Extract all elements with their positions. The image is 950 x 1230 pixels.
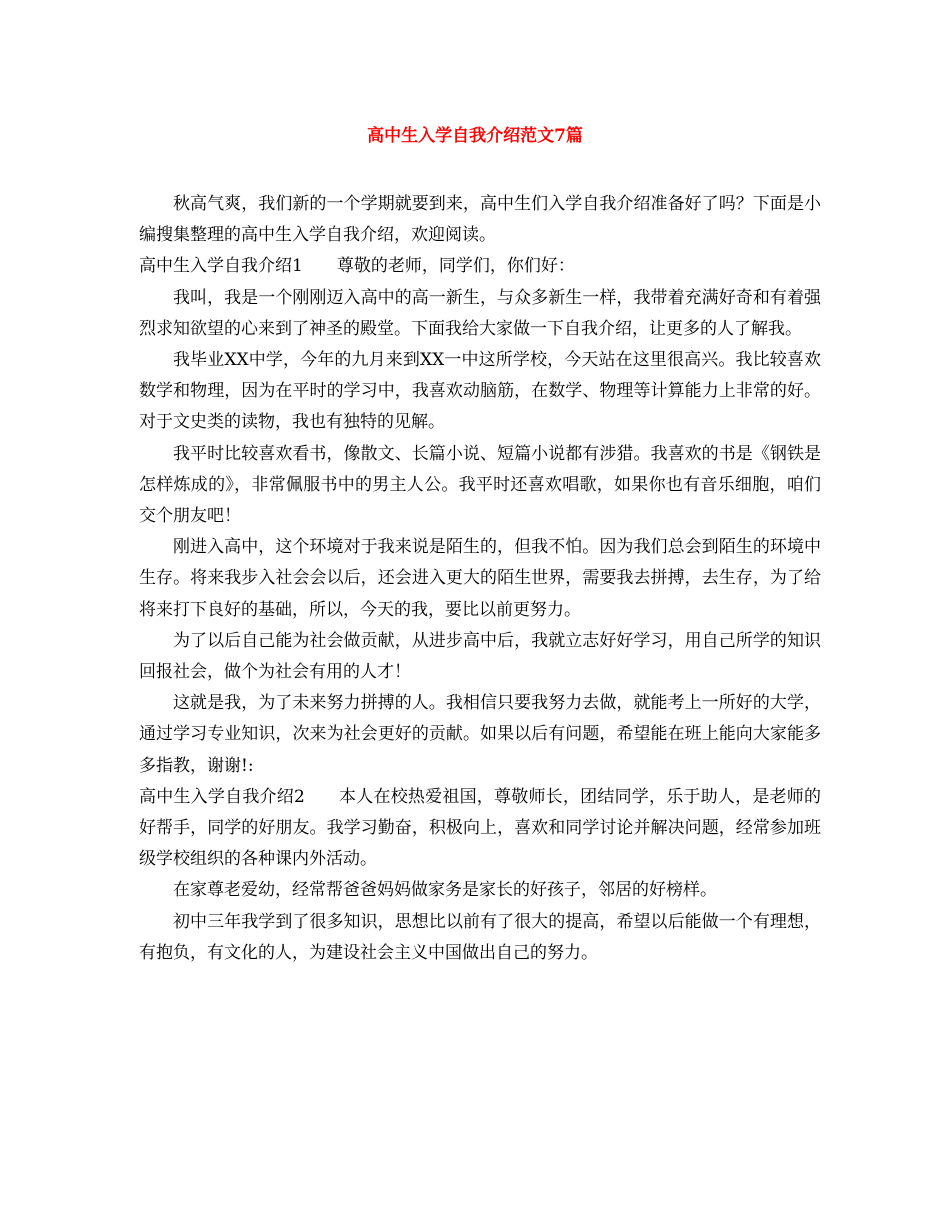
section-2-paragraph: 在家尊老爱幼，经常帮爸爸妈妈做家务是家长的好孩子，邻居的好榜样。 [173, 880, 717, 901]
section-1-greeting: 尊敬的老师，同学们，你们好： [336, 256, 575, 277]
section-2-paragraph: 初中三年我学到了很多知识，思想比以前有了很大的提高，希望以后能做一个有理想，有抱负，有文化的人，为建设社会主义中国做出自己的努力。 [139, 911, 821, 963]
section-1-paragraph: 这就是我，为了未来努力拼搏的人。我相信只要我努力去做，就能考上一所好的大学，通过学习专业知识，次来为社会更好的贡献。如果以后有问题，希望能在班上能向大家能多多指教，谢谢!: [139, 693, 821, 776]
section-2-first: 本人在校热爱祖国，尊敬师长，团结同学，乐于助人，是老师的好帮手，同学的好朋友。我学习勤奋，积极向上，喜欢和同学讨论并解决问题，经常参加班级学校组织的各种课内外活动。 [139, 786, 821, 870]
document-title: 高中生入学自我介绍范文7篇 [367, 126, 583, 146]
section-1-paragraph: 我叫，我是一个刚刚迈入高中的高一新生，与众多新生一样，我带着充满好奇和有着强烈求知欲望的心来到了神圣的殿堂。下面我给大家做一下自我介绍，让更多的人了解我。 [139, 287, 821, 339]
intro-paragraph: 秋高气爽，我们新的一个学期就要到来，高中生们入学自我介绍准备好了吗？下面是小编搜集整理的高中生入学自我介绍，欢迎阅读。 [139, 194, 821, 246]
document-body [139, 189, 821, 969]
section-2-opening [139, 782, 821, 876]
section-2-heading: 高中生入学自我介绍2 [139, 786, 305, 807]
section-1-paragraph: 刚进入高中，这个环境对于我来说是陌生的，但我不怕。因为我们总会到陌生的环境中生存。将来我步入社会会以后，还会进入更大的陌生世界，需要我去拼搏，去生存，为了给将来打下良好的基础，所以，今天的我，要比以前更努力。 [139, 537, 821, 620]
section-1-paragraph: 我平时比较喜欢看书，像散文、长篇小说、短篇小说都有涉猎。我喜欢的书是《钢铁是怎样炼成的》，非常佩服书中的男主人公。我平时还喜欢唱歌，如果你也有音乐细胞，咱们交个朋友吧！ [139, 443, 821, 527]
section-1-paragraph: 为了以后自己能为社会做贡献，从进步高中后，我就立志好好学习，用自己所学的知识回报社会，做个为社会有用的人才！ [139, 630, 821, 683]
section-1-opening [139, 251, 821, 282]
section-1-heading: 高中生入学自我介绍1 [139, 256, 303, 277]
section-1-paragraph: 我毕业XX中学，今年的九月来到XX一中这所学校，今天站在这里很高兴。我比较喜欢数学和物理，因为在平时的学习中，我喜欢动脑筋，在数学、物理等计算能力上非常的好。对于文史类的读物，我也有独特的见解。 [139, 350, 821, 433]
